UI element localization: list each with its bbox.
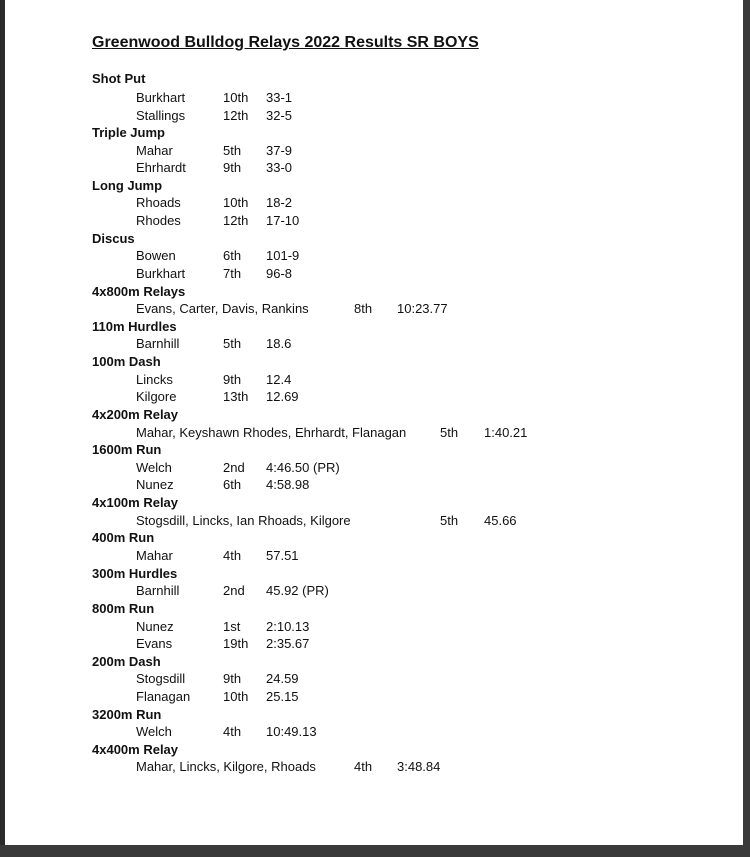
event-heading: 4x100m Relay	[92, 495, 179, 510]
athlete-name: Lincks	[136, 372, 173, 387]
athlete-name: Barnhill	[136, 336, 180, 351]
event-heading: 200m Dash	[92, 654, 161, 669]
place: 4th	[223, 724, 242, 739]
event-heading: 4x800m Relays	[92, 284, 186, 299]
mark: 18.6	[266, 336, 292, 351]
event-heading: 4x400m Relay	[92, 742, 179, 757]
athlete-name: Mahar	[136, 143, 173, 158]
athlete-name: Burkhart	[136, 266, 186, 281]
mark: 12.4	[266, 372, 292, 387]
event-heading: Long Jump	[92, 178, 163, 193]
athlete-name: Ehrhardt	[136, 160, 186, 175]
athlete-name: Nunez	[136, 477, 174, 492]
mark: 10:23.77	[397, 301, 448, 316]
mark: 4:46.50 (PR)	[266, 460, 340, 475]
mark: 45.92 (PR)	[266, 583, 329, 598]
athlete-name: Rhodes	[136, 213, 181, 228]
mark: 96-8	[266, 266, 293, 281]
place: 4th	[354, 759, 373, 774]
place: 6th	[223, 477, 242, 492]
place: 12th	[223, 108, 249, 123]
mark: 18-2	[266, 195, 293, 210]
place: 5th	[440, 425, 459, 440]
place: 5th	[223, 336, 242, 351]
place: 4th	[223, 548, 242, 563]
event-heading: 100m Dash	[92, 354, 161, 369]
place: 9th	[223, 372, 242, 387]
athlete-name: Welch	[136, 460, 172, 475]
mark: 37-9	[266, 143, 293, 158]
athlete-name: Stallings	[136, 108, 186, 123]
mark: 17-10	[266, 213, 300, 228]
athlete-name: Evans	[136, 636, 173, 651]
mark: 2:10.13	[266, 619, 310, 634]
mark: 101-9	[266, 248, 300, 263]
place: 10th	[223, 689, 249, 704]
document-page	[5, 0, 743, 845]
mark: 4:58.98	[266, 477, 310, 492]
mark: 3:48.84	[397, 759, 441, 774]
athlete-name: Mahar	[136, 548, 173, 563]
athlete-name: Rhoads	[136, 195, 181, 210]
athlete-name: Bowen	[136, 248, 176, 263]
athlete-name: Kilgore	[136, 389, 177, 404]
mark: 32-5	[266, 108, 293, 123]
mark: 24.59	[266, 671, 299, 686]
place: 9th	[223, 671, 242, 686]
event-heading: 800m Run	[92, 601, 155, 616]
mark: 25.15	[266, 689, 299, 704]
athlete-name: Nunez	[136, 619, 174, 634]
place: 1st	[223, 619, 241, 634]
place: 9th	[223, 160, 242, 175]
place: 6th	[223, 248, 242, 263]
relay-team: Mahar, Lincks, Kilgore, Rhoads	[136, 759, 316, 774]
place: 10th	[223, 195, 249, 210]
place: 2nd	[223, 460, 245, 475]
event-heading: 300m Hurdles	[92, 566, 178, 581]
mark: 33-0	[266, 160, 293, 175]
athlete-name: Burkhart	[136, 90, 186, 105]
event-heading: Discus	[92, 231, 135, 246]
place: 7th	[223, 266, 242, 281]
relay-team: Evans, Carter, Davis, Rankins	[136, 301, 309, 316]
relay-team: Mahar, Keyshawn Rhodes, Ehrhardt, Flanagan	[136, 425, 407, 440]
page-title: Greenwood Bulldog Relays 2022 Results SR BOYS	[92, 34, 479, 51]
mark: 45.66	[484, 513, 517, 528]
event-heading: Shot Put	[92, 71, 146, 86]
place: 13th	[223, 389, 249, 404]
athlete-name: Barnhill	[136, 583, 180, 598]
place: 2nd	[223, 583, 245, 598]
mark: 12.69	[266, 389, 299, 404]
event-heading: 110m Hurdles	[92, 319, 177, 334]
athlete-name: Flanagan	[136, 689, 191, 704]
place: 19th	[223, 636, 249, 651]
mark: 1:40.21	[484, 425, 528, 440]
place: 10th	[223, 90, 249, 105]
mark: 57.51	[266, 548, 299, 563]
mark: 33-1	[266, 90, 293, 105]
event-heading: Triple Jump	[92, 125, 165, 140]
event-heading: 3200m Run	[92, 707, 162, 722]
athlete-name: Welch	[136, 724, 172, 739]
event-heading: 4x200m Relay	[92, 407, 179, 422]
mark: 2:35.67	[266, 636, 310, 651]
event-heading: 400m Run	[92, 530, 155, 545]
place: 12th	[223, 213, 249, 228]
place: 5th	[223, 143, 242, 158]
place: 8th	[354, 301, 373, 316]
relay-team: Stogsdill, Lincks, Ian Rhoads, Kilgore	[136, 513, 351, 528]
mark: 10:49.13	[266, 724, 317, 739]
photo-edge-bottom	[0, 845, 750, 857]
event-heading: 1600m Run	[92, 442, 162, 457]
photo-edge-right	[743, 0, 750, 857]
place: 5th	[440, 513, 459, 528]
athlete-name: Stogsdill	[136, 671, 186, 686]
